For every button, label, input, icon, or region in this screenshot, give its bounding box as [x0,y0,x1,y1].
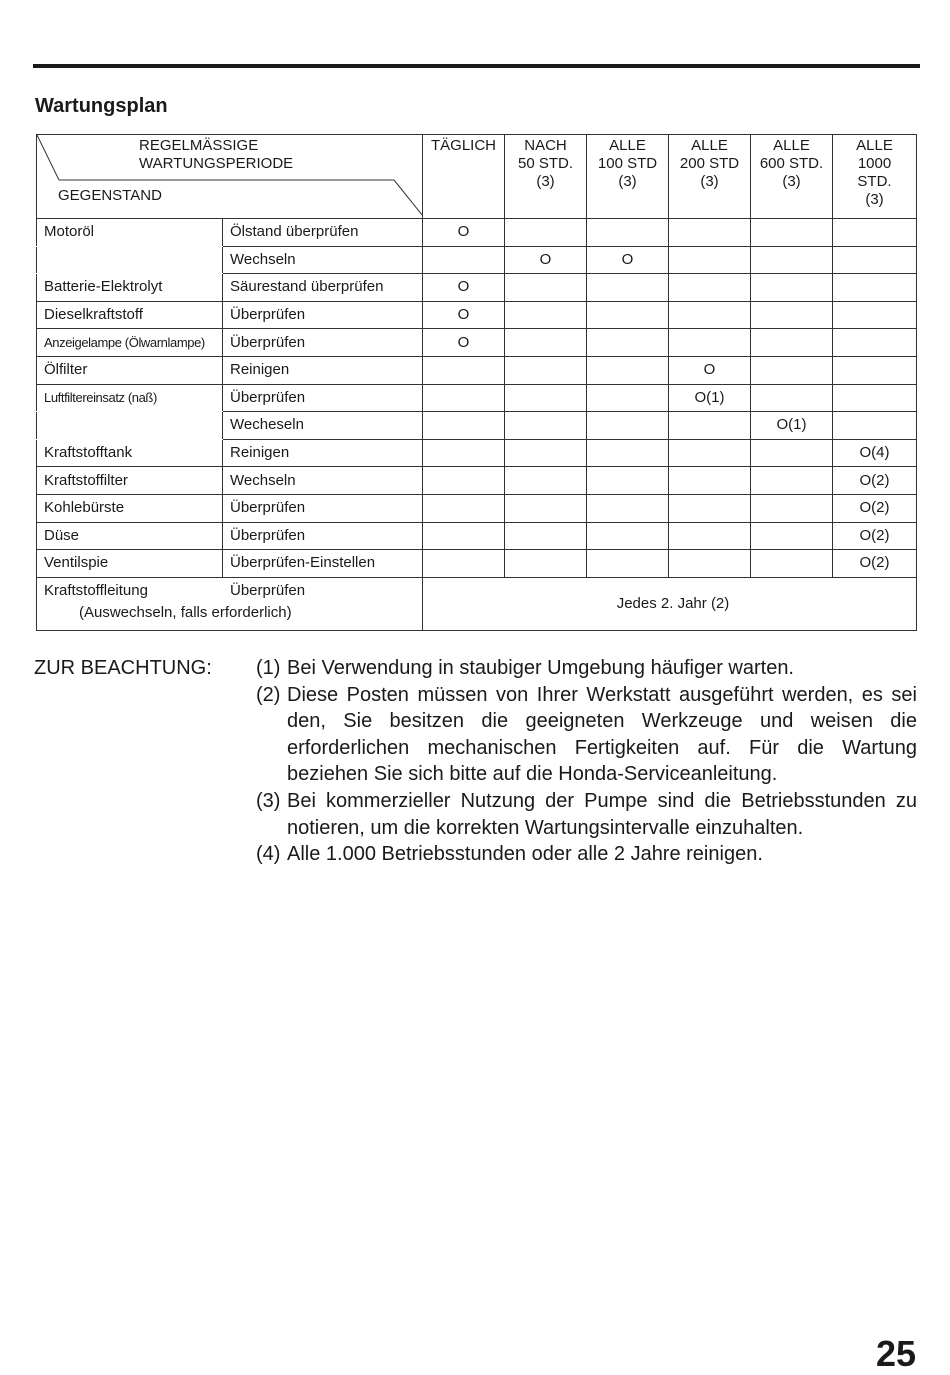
note-number: (2) [256,683,281,706]
interval-mark-cell [751,384,833,412]
interval-mark-cell: O [423,219,505,247]
interval-mark-cell [587,219,669,247]
interval-mark-cell [751,467,833,495]
interval-mark-cell [751,494,833,522]
notes-lead: ZUR BEACHTUNG: [34,657,212,679]
interval-mark-cell [669,412,751,440]
table-row [37,274,917,302]
column-header-line: ALLE [856,137,893,154]
table-header-row [37,135,917,219]
item-note: (Auswechseln, falls erforderlich) [79,603,292,621]
interval-mark-cell [505,301,587,329]
interval-mark-cell [669,522,751,550]
interval-mark-cell [587,550,669,578]
item-cell: Ventilspie [37,550,223,578]
column-header-line: (3) [618,173,637,190]
interval-mark-cell [587,329,669,357]
column-header-line: 1000 [857,155,892,172]
interval-mark-cell [833,219,917,247]
action-cell: Ölstand überprüfen [223,219,423,247]
interval-mark-cell [505,494,587,522]
interval-mark-cell [833,329,917,357]
interval-mark-cell [423,550,505,578]
interval-mark-cell [423,412,505,440]
column-header [423,135,505,219]
column-header-line: (3) [700,173,719,190]
item-cell: Kraftstoffilter [37,467,223,495]
interval-mark-cell: O [669,356,751,384]
period-label-line: REGELMÄSSIGE [139,137,259,154]
table-row [37,219,917,247]
item-cell [37,412,223,440]
table-row [37,494,917,522]
table-row [37,522,917,550]
interval-mark-cell: O(2) [833,522,917,550]
action-cell: Wechseln [223,246,423,274]
interval-mark-cell [833,274,917,302]
action-cell: Säurestand überprüfen [223,274,423,302]
column-header-line: ALLE [691,137,728,154]
column-header [751,135,833,219]
interval-mark-cell: O(2) [833,494,917,522]
interval-mark-cell: O [423,329,505,357]
interval-mark-cell: O(4) [833,439,917,467]
interval-mark-cell [751,439,833,467]
note-text: Diese Posten müssen von Ihrer Werkstatt ausgeführt werden, es sei den, Sie besitzen die geeigneten Werkzeuge und weisen die erforderlichen mechanischen Fertigkeiten auf. Für die Wartung beziehen Sie sich bitte auf die Honda-Serviceanleitung. [287,683,917,786]
interval-mark-cell [751,246,833,274]
action-cell: Wechseln [223,467,423,495]
table-row [37,467,917,495]
interval-mark-cell [505,550,587,578]
note-text: Alle 1.000 Betriebsstunden oder alle 2 Jahre reinigen. [287,843,763,866]
interval-mark-cell: O [423,274,505,302]
column-header [833,135,917,219]
interval-mark-cell [587,356,669,384]
interval-mark-cell [833,246,917,274]
interval-mark-cell [833,412,917,440]
action-cell: Überprüfen [223,301,423,329]
action-cell: Überprüfen [223,577,423,630]
interval-mark-cell [751,356,833,384]
action-cell: Reinigen [223,356,423,384]
interval-mark-cell [587,522,669,550]
interval-mark-cell [669,550,751,578]
interval-mark-cell [423,494,505,522]
column-header-line: ALLE [773,137,810,154]
table-row [37,412,917,440]
table-row [37,439,917,467]
interval-mark-cell [751,219,833,247]
interval-mark-cell [505,467,587,495]
item-cell: Düse [37,522,223,550]
note-text: Bei kommerzieller Nutzung der Pumpe sind die Betriebsstunden zu notieren, um die korrekten Wartungsintervalle einzuhalten. [287,789,917,839]
interval-mark-cell [423,246,505,274]
interval-mark-cell [669,329,751,357]
item-cell: Batterie-Elektrolyt [37,274,223,302]
interval-mark-cell [751,522,833,550]
column-header-line: 100 STD [597,155,658,172]
interval-mark-cell [833,356,917,384]
column-header-line: (3) [865,191,884,208]
interval-mark-cell [587,494,669,522]
interval-mark-cell [423,439,505,467]
interval-mark-cell [587,274,669,302]
table-row [37,550,917,578]
interval-mark-cell [669,219,751,247]
period-label-line: WARTUNGSPERIODE [139,155,294,172]
interval-mark-cell: O [423,301,505,329]
note-item [34,788,917,841]
interval-mark-cell [505,439,587,467]
action-cell: Überprüfen [223,494,423,522]
notes-section [34,655,917,868]
interval-mark-cell: O(1) [669,384,751,412]
interval-mark-cell [505,356,587,384]
column-header-line: STD. [857,173,892,190]
action-cell: Überprüfen [223,522,423,550]
period-label [139,137,293,173]
interval-mark-cell [669,467,751,495]
interval-mark-cell [587,301,669,329]
item-cell: Luftfiltereinsatz (naß) [37,384,223,412]
column-header-line: ALLE [609,137,646,154]
table-row [37,384,917,412]
interval-mark-cell [423,467,505,495]
interval-mark-cell [669,494,751,522]
interval-yearly-cell: Jedes 2. Jahr (2) [423,577,917,630]
interval-mark-cell [423,522,505,550]
interval-mark-cell [833,384,917,412]
interval-mark-cell [505,522,587,550]
interval-mark-cell [505,329,587,357]
note-item [34,682,917,788]
action-cell: Reinigen [223,439,423,467]
action-cell: Überprüfen-Einstellen [223,550,423,578]
table-row [37,577,917,630]
interval-mark-cell [587,384,669,412]
interval-mark-cell [505,412,587,440]
interval-mark-cell [751,301,833,329]
interval-mark-cell: O(1) [751,412,833,440]
interval-mark-cell [587,467,669,495]
column-header-line: TÄGLICH [430,137,496,154]
column-header-line: 600 STD. [759,155,824,172]
interval-mark-cell [751,550,833,578]
table-row [37,329,917,357]
item-cell [37,246,223,274]
note-text: Bei Verwendung in staubiger Umgebung häufiger warten. [287,657,794,679]
action-cell: Wecheseln [223,412,423,440]
item-cell: Anzeigelampe (Ölwarnlampe) [37,329,223,357]
note-number: (1) [256,657,281,679]
interval-mark-cell [669,439,751,467]
page-title: Wartungsplan [35,95,168,117]
column-header-line: NACH [524,137,567,154]
column-header-line: (3) [536,173,555,190]
interval-mark-cell [505,274,587,302]
interval-mark-cell [423,356,505,384]
item-cell: Motoröl [37,219,223,247]
maintenance-table [36,134,917,631]
top-rule [33,64,920,68]
action-cell: Überprüfen [223,384,423,412]
item-name: Kraftstoffleitung [44,581,148,599]
page-number: 25 [875,1333,916,1374]
interval-mark-cell [669,274,751,302]
column-header [587,135,669,219]
table-row [37,356,917,384]
item-cell: Kohlebürste [37,494,223,522]
table-row [37,301,917,329]
header-corner-cell [37,135,423,219]
interval-mark-cell [505,219,587,247]
action-cell: Überprüfen [223,329,423,357]
interval-mark-cell [587,412,669,440]
item-cell: Dieselkraftstoff [37,301,223,329]
interval-mark-cell [423,384,505,412]
interval-mark-cell: O(2) [833,550,917,578]
table-row [37,246,917,274]
interval-mark-cell [505,384,587,412]
interval-mark-cell: O(2) [833,467,917,495]
note-number: (3) [256,789,281,812]
column-header-line: 200 STD [679,155,740,172]
interval-mark-cell [669,301,751,329]
column-header [505,135,587,219]
interval-mark-cell [833,301,917,329]
item-cell: Kraftstofftank [37,439,223,467]
interval-mark-cell: O [505,246,587,274]
column-header-line: (3) [782,173,801,190]
item-cell: Ölfilter [37,356,223,384]
interval-mark-cell [751,274,833,302]
column-header [669,135,751,219]
note-item [34,841,917,868]
note-item [34,655,917,682]
interval-mark-cell [587,439,669,467]
interval-mark-cell: O [587,246,669,274]
interval-mark-cell [751,329,833,357]
column-header-line: 50 STD. [517,155,574,172]
interval-mark-cell [669,246,751,274]
item-label: GEGENSTAND [58,187,162,204]
note-number: (4) [256,843,281,866]
